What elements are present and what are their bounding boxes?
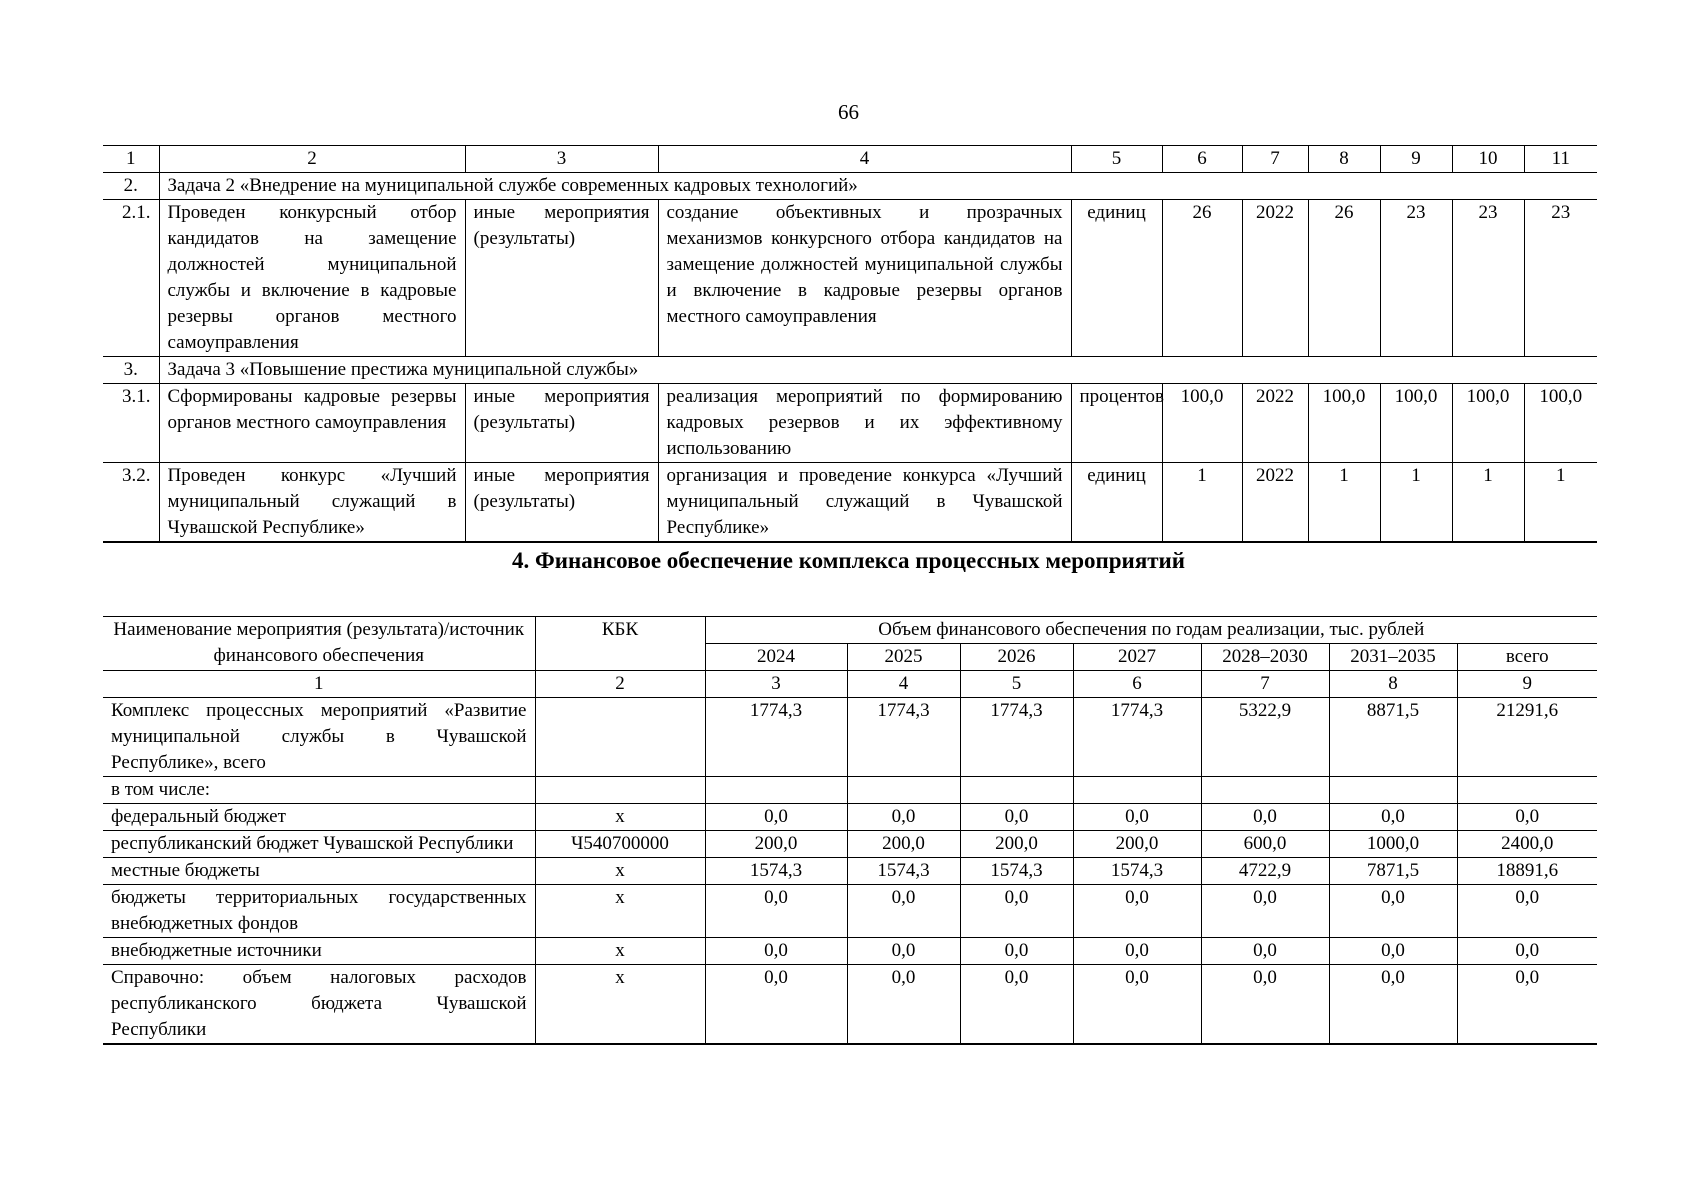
year-cell: 2028–2030 [1201, 644, 1329, 671]
column-number: 6 [1073, 671, 1201, 698]
amount-cell: 0,0 [960, 965, 1073, 1045]
value-cell: 23 [1524, 200, 1597, 357]
table-row [103, 965, 1597, 1045]
amount-cell: 0,0 [847, 965, 960, 1045]
table-row [103, 384, 1597, 463]
amount-cell: 1774,3 [847, 698, 960, 777]
kbk-cell [535, 698, 705, 777]
financing-table [103, 616, 1597, 1045]
header-cell: 2 [159, 146, 465, 173]
table-row [103, 804, 1597, 831]
column-number: 8 [1329, 671, 1457, 698]
amount-cell: 0,0 [1073, 885, 1201, 938]
column-number: 9 [1457, 671, 1597, 698]
value-cell: 1 [1308, 463, 1380, 543]
header-cell: 8 [1308, 146, 1380, 173]
header-cell: 6 [1162, 146, 1242, 173]
column-number: 2 [535, 671, 705, 698]
source-name: Комплекс процессных мероприятий «Развитие муниципальной службы в Чувашской Республике», всего [103, 698, 535, 777]
source-name: бюджеты территориальных государственных внебюджетных фондов [103, 885, 535, 938]
amount-cell: 0,0 [1201, 938, 1329, 965]
result-description: создание объективных и прозрачных механизмов конкурсного отбора кандидатов на замещение должностей муниципальной службы и включение в кадровые резервы органов местного самоуправления [658, 200, 1071, 357]
amount-cell: 0,0 [847, 885, 960, 938]
amount-cell [1329, 777, 1457, 804]
amount-cell: 0,0 [1073, 804, 1201, 831]
page-number: 66 [838, 100, 859, 124]
kbk-cell: x [535, 885, 705, 938]
row-number: 3.2. [103, 463, 159, 543]
amount-cell: 5322,9 [1201, 698, 1329, 777]
header-name: Наименование мероприятия (результата)/источник финансового обеспечения [103, 617, 535, 671]
result-type: иные мероприятия (результаты) [465, 384, 658, 463]
year-cell: 2031–2035 [1329, 644, 1457, 671]
value-cell: 2022 [1242, 384, 1308, 463]
amount-cell: 4722,9 [1201, 858, 1329, 885]
header-cell: 1 [103, 146, 159, 173]
amount-cell: 0,0 [960, 938, 1073, 965]
amount-cell: 1774,3 [705, 698, 847, 777]
result-description: организация и проведение конкурса «Лучший муниципальный служащий в Чувашской Республике» [658, 463, 1071, 543]
result-type: иные мероприятия (результаты) [465, 200, 658, 357]
amount-cell: 0,0 [1457, 885, 1597, 938]
amount-cell [1073, 777, 1201, 804]
amount-cell: 0,0 [960, 804, 1073, 831]
amount-cell: 200,0 [705, 831, 847, 858]
task-title: Задача 3 «Повышение престижа муниципальной службы» [159, 357, 1597, 384]
amount-cell: 18891,6 [1457, 858, 1597, 885]
amount-cell: 0,0 [1329, 885, 1457, 938]
value-cell: 100,0 [1308, 384, 1380, 463]
value-cell: 26 [1308, 200, 1380, 357]
year-cell: всего [1457, 644, 1597, 671]
amount-cell: 0,0 [705, 938, 847, 965]
header-cell: 9 [1380, 146, 1452, 173]
year-cell: 2025 [847, 644, 960, 671]
row-number: 2.1. [103, 200, 159, 357]
kbk-cell: x [535, 938, 705, 965]
task-row [103, 173, 1597, 200]
indicators-table [103, 145, 1597, 543]
source-name: в том числе: [103, 777, 535, 804]
amount-cell: 0,0 [1329, 938, 1457, 965]
amount-cell: 0,0 [705, 965, 847, 1045]
amount-cell: 0,0 [1201, 885, 1329, 938]
year-cell: 2026 [960, 644, 1073, 671]
column-number: 1 [103, 671, 535, 698]
unit: единиц [1071, 200, 1162, 357]
amount-cell [847, 777, 960, 804]
value-cell: 2022 [1242, 200, 1308, 357]
kbk-cell: x [535, 858, 705, 885]
section-title: 4. Финансовое обеспечение комплекса процессных мероприятий [511, 548, 1186, 573]
header-volume: Объем финансового обеспечения по годам реализации, тыс. рублей [705, 617, 1597, 644]
result-name: Проведен конкурс «Лучший муниципальный служащий в Чувашской Республике» [159, 463, 465, 543]
amount-cell: 1574,3 [960, 858, 1073, 885]
value-cell: 23 [1380, 200, 1452, 357]
amount-cell: 2400,0 [1457, 831, 1597, 858]
value-cell: 1 [1380, 463, 1452, 543]
task-number: 3. [103, 357, 159, 384]
task-title: Задача 2 «Внедрение на муниципальной службе современных кадровых технологий» [159, 173, 1597, 200]
table-row [103, 777, 1597, 804]
kbk-cell [535, 777, 705, 804]
table-row [103, 831, 1597, 858]
value-cell: 100,0 [1524, 384, 1597, 463]
value-cell: 1 [1162, 463, 1242, 543]
source-name: местные бюджеты [103, 858, 535, 885]
amount-cell: 1574,3 [1073, 858, 1201, 885]
kbk-cell: Ч540700000 [535, 831, 705, 858]
value-cell: 100,0 [1162, 384, 1242, 463]
amount-cell: 7871,5 [1329, 858, 1457, 885]
amount-cell: 0,0 [1073, 938, 1201, 965]
amount-cell: 0,0 [705, 804, 847, 831]
amount-cell: 0,0 [1201, 804, 1329, 831]
amount-cell: 8871,5 [1329, 698, 1457, 777]
amount-cell: 0,0 [1457, 965, 1597, 1045]
amount-cell [960, 777, 1073, 804]
header-cell: 3 [465, 146, 658, 173]
amount-cell: 0,0 [1073, 965, 1201, 1045]
amount-cell: 0,0 [705, 885, 847, 938]
column-number: 7 [1201, 671, 1329, 698]
value-cell: 100,0 [1452, 384, 1524, 463]
kbk-cell: x [535, 965, 705, 1045]
column-number: 4 [847, 671, 960, 698]
value-cell: 1 [1452, 463, 1524, 543]
amount-cell: 0,0 [1329, 804, 1457, 831]
column-number: 3 [705, 671, 847, 698]
table-row [103, 463, 1597, 543]
unit: процентов [1071, 384, 1162, 463]
table-row [103, 885, 1597, 938]
table-row [103, 200, 1597, 357]
amount-cell: 1774,3 [1073, 698, 1201, 777]
amount-cell [1201, 777, 1329, 804]
task-row [103, 357, 1597, 384]
result-type: иные мероприятия (результаты) [465, 463, 658, 543]
amount-cell [1457, 777, 1597, 804]
header-kbk: КБК [535, 617, 705, 671]
amount-cell: 0,0 [847, 804, 960, 831]
amount-cell [705, 777, 847, 804]
amount-cell: 1000,0 [1329, 831, 1457, 858]
amount-cell: 0,0 [847, 938, 960, 965]
year-cell: 2024 [705, 644, 847, 671]
column-number: 5 [960, 671, 1073, 698]
source-name: Справочно: объем налоговых расходов республиканского бюджета Чувашской Республики [103, 965, 535, 1045]
amount-cell: 21291,6 [1457, 698, 1597, 777]
header-cell: 4 [658, 146, 1071, 173]
table-row [103, 858, 1597, 885]
task-number: 2. [103, 173, 159, 200]
value-cell: 26 [1162, 200, 1242, 357]
value-cell: 1 [1524, 463, 1597, 543]
value-cell: 100,0 [1380, 384, 1452, 463]
table-row [103, 698, 1597, 777]
value-cell: 23 [1452, 200, 1524, 357]
source-name: республиканский бюджет Чувашской Республики [103, 831, 535, 858]
header-cell: 5 [1071, 146, 1162, 173]
value-cell: 2022 [1242, 463, 1308, 543]
amount-cell: 0,0 [1201, 965, 1329, 1045]
unit: единиц [1071, 463, 1162, 543]
header-cell: 11 [1524, 146, 1597, 173]
row-number: 3.1. [103, 384, 159, 463]
amount-cell: 0,0 [960, 885, 1073, 938]
financing-header-row [103, 617, 1597, 644]
amount-cell: 200,0 [1073, 831, 1201, 858]
source-name: федеральный бюджет [103, 804, 535, 831]
indicators-header-row [103, 146, 1597, 173]
amount-cell: 0,0 [1457, 938, 1597, 965]
result-name: Сформированы кадровые резервы органов местного самоуправления [159, 384, 465, 463]
result-description: реализация мероприятий по формированию кадровых резервов и их эффективному использованию [658, 384, 1071, 463]
amount-cell: 200,0 [847, 831, 960, 858]
amount-cell: 1574,3 [847, 858, 960, 885]
amount-cell: 600,0 [1201, 831, 1329, 858]
column-numbers-row [103, 671, 1597, 698]
header-cell: 10 [1452, 146, 1524, 173]
table-row [103, 938, 1597, 965]
amount-cell: 1574,3 [705, 858, 847, 885]
amount-cell: 0,0 [1329, 965, 1457, 1045]
source-name: внебюджетные источники [103, 938, 535, 965]
result-name: Проведен конкурсный отбор кандидатов на замещение должностей муниципальной службы и включение в кадровые резервы органов местного самоуправления [159, 200, 465, 357]
amount-cell: 1774,3 [960, 698, 1073, 777]
amount-cell: 0,0 [1457, 804, 1597, 831]
year-cell: 2027 [1073, 644, 1201, 671]
amount-cell: 200,0 [960, 831, 1073, 858]
kbk-cell: x [535, 804, 705, 831]
header-cell: 7 [1242, 146, 1308, 173]
